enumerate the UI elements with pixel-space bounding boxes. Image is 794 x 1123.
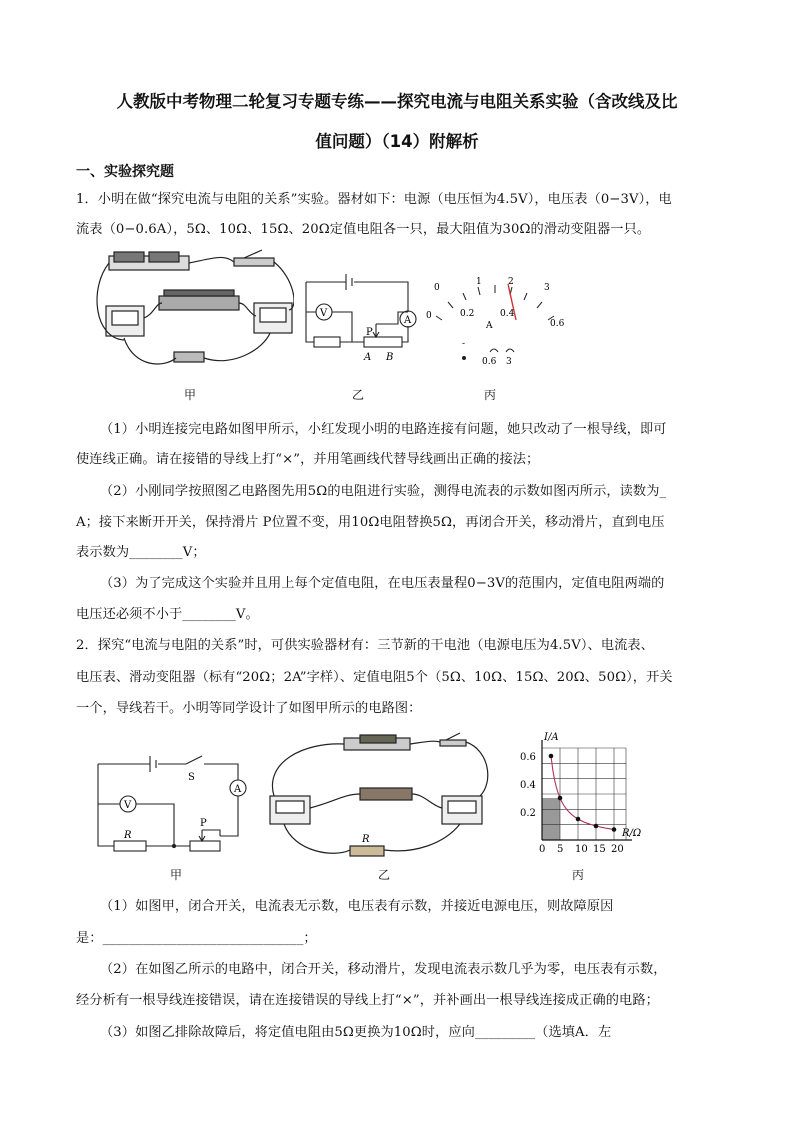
x-axis-label: R/Ω xyxy=(622,828,642,839)
q2-line-1: 2．探究“电流与电阻的关系”时，可供实验器材有：三节新的干电池（电源电压为4.5V）、电流表、 xyxy=(76,638,654,653)
q2-p-label: P xyxy=(200,818,207,829)
q2-part1-line-1: （1）如图甲，闭合开关，电流表无示数，电压表有示数，并接近电源电压，则故障原因 xyxy=(100,899,614,914)
data-point-2 xyxy=(576,817,581,822)
slider-label: P xyxy=(366,327,373,338)
meter-top-0: 0 xyxy=(434,283,440,293)
q2-caption-jia: 甲 xyxy=(170,868,183,882)
q2-yi-r-label: R xyxy=(362,834,370,845)
q2-figure-yi xyxy=(264,732,500,864)
q2-part2-line-1: （2）在如图乙所示的电路中，闭合开关，移动滑片，发现电流表示数几乎为零，电压表有示数， xyxy=(100,962,667,977)
x-tick-10: 10 xyxy=(575,844,588,855)
meter-bottom-1: 0.2 xyxy=(460,309,475,319)
x-tick-0: 0 xyxy=(539,844,546,855)
meter-top-3: 3 xyxy=(544,283,550,293)
data-point-3 xyxy=(594,824,599,829)
q2-r-label: R xyxy=(124,830,132,841)
y-tick-0.6: 0.6 xyxy=(520,752,536,763)
q1-line-2: 流表（0−0.6A），5Ω、10Ω、15Ω、20Ω定值电阻各一只，最大阻值为30Ω的滑动变阻器一只。 xyxy=(76,222,651,237)
q1-part2-line-1: （2）小刚同学按照图乙电路图先用5Ω的电阻进行实验，测得电流表的示数如图丙所示，读数为_ xyxy=(100,484,667,499)
q1-caption-bing: 丙 xyxy=(484,388,497,402)
data-point-4 xyxy=(612,827,617,832)
q1-figure-jia xyxy=(94,248,294,378)
q2-line-3: 一个，导线若干。小明等同学设计了如图甲所示的电路图： xyxy=(76,701,422,716)
q1-part2-line-2: A；接下来断开开关，保持滑片 P位置不变，用10Ω电阻替换5Ω，再闭合开关，移动滑片，直到电压 xyxy=(76,515,665,530)
y-tick-0.4: 0.4 xyxy=(520,780,536,791)
x-tick-20: 20 xyxy=(611,844,624,855)
q2-part3-line-1: （3）如图乙排除故障后，将定值电阻由5Ω更换为10Ω时，应向_________（选填A．左 xyxy=(100,1025,612,1040)
q2-line-2: 电压表、滑动变阻器（标有“20Ω；2A”字样）、定值电阻5个（5Ω、10Ω、15Ω、20Ω、50Ω），开关 xyxy=(76,670,673,685)
x-tick-5: 5 xyxy=(557,844,564,855)
q1-line-1: 1．小明在做“探究电流与电阻的关系”实验。器材如下：电源（电压恒为4.5V），电压表（0−3V），电 xyxy=(76,192,672,207)
data-point-1 xyxy=(558,796,563,801)
q1-part1-line-2: 使连线正确。请在接错的导线上打“×”，并用笔画线代替导线画出正确的接法； xyxy=(76,452,540,467)
meter-top-2: 2 xyxy=(508,277,514,287)
y-axis-label: I/A xyxy=(544,732,559,743)
q2-part2-line-2: 经分析有一根导线连接错误，请在连接错误的导线上打“×”，并补画出一根导线连接成正确的电路； xyxy=(76,993,659,1008)
q2-ammeter-label: A xyxy=(234,784,242,795)
q1-caption-yi: 乙 xyxy=(352,388,365,402)
meter-bottom-3: 0.6 xyxy=(550,319,565,329)
q1-part1-line-1: （1）小明连接完电路如图甲所示，小红发现小明的电路连接有问题，她只改动了一根导线，即可 xyxy=(100,422,667,437)
data-point-0 xyxy=(549,754,554,759)
ammeter-label: A xyxy=(404,315,412,326)
meter-top-1: 1 xyxy=(476,277,482,287)
q1-part2-line-3: 表示数为________V； xyxy=(76,545,206,560)
q1-figure-bing xyxy=(420,276,570,368)
meter-terminal-06: 0.6 xyxy=(482,357,497,367)
meter-unit: A xyxy=(486,321,493,331)
meter-bottom-0: 0 xyxy=(426,311,432,321)
q2-figure-jia xyxy=(90,750,250,858)
shaded-area xyxy=(542,798,560,840)
title-line-2: 值问题）（14）附解析 xyxy=(315,132,479,151)
voltmeter-label: V xyxy=(320,308,328,319)
q2-voltmeter-label: V xyxy=(124,800,132,811)
q2-caption-yi: 乙 xyxy=(378,868,391,882)
q1-figure-yi xyxy=(300,262,418,362)
q2-s-label: S xyxy=(188,772,195,783)
y-tick-0.2: 0.2 xyxy=(520,808,536,819)
meter-terminal-3: 3 xyxy=(506,357,512,367)
meter-terminal-minus: - xyxy=(462,339,466,349)
rheostat-end-b: B xyxy=(386,352,394,362)
rheostat-end-a: A xyxy=(364,352,372,362)
q1-part3-line-2: 电压还必须不小于________V。 xyxy=(76,607,259,622)
q1-caption-jia: 甲 xyxy=(184,388,197,402)
series-curve xyxy=(551,756,614,830)
x-tick-15: 15 xyxy=(593,844,606,855)
section-heading: 一、实验探究题 xyxy=(76,164,174,180)
q2-caption-bing: 丙 xyxy=(572,868,585,882)
meter-bottom-2: 0.4 xyxy=(500,309,515,319)
q2-part1-line-2: 是：______________________________； xyxy=(76,931,317,946)
q1-part3-line-1: （3）为了完成这个实验并且用上每个定值电阻，在电压表量程0−3V的范围内，定值电阻两端的 xyxy=(100,576,665,591)
title-line-1: 人教版中考物理二轮复习专题专练——探究电流与电阻关系实验（含改线及比 xyxy=(116,92,678,111)
q2-figure-bing-chart xyxy=(508,728,658,858)
